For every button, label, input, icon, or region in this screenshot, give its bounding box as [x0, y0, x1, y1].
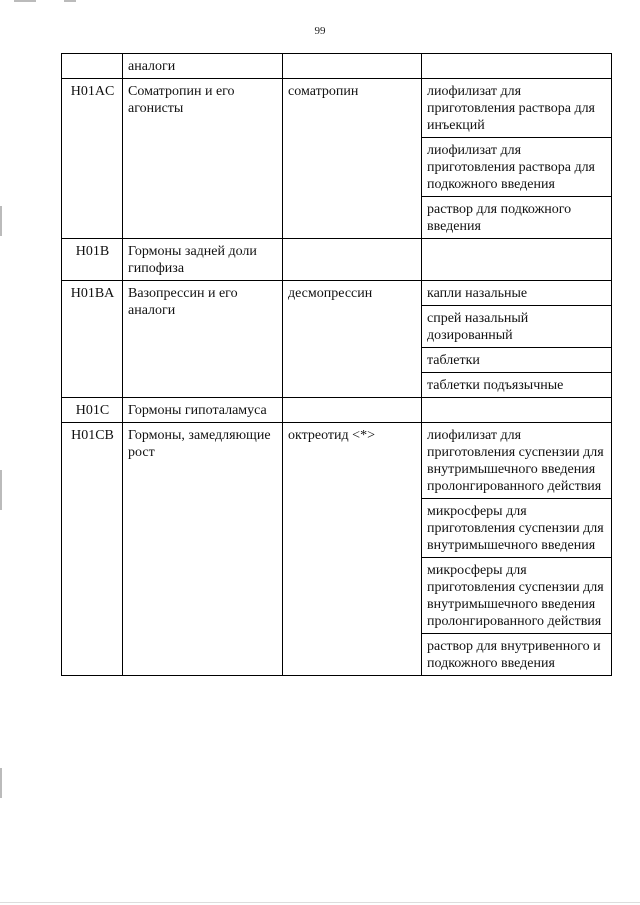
substance-cell: соматропин: [283, 79, 422, 239]
drug-table: [61, 53, 612, 676]
table-row: [62, 54, 612, 79]
atc-code-cell: H01AC: [62, 79, 123, 239]
atc-code-cell: [62, 54, 123, 79]
dosage-form-cell: лиофилизат для приготовления суспензии для внутримышечного введения пролонгированного действия: [422, 423, 612, 499]
scan-mark-left: [0, 470, 2, 510]
dosage-form-cell: микросферы для приготовления суспензии для внутримышечного введения: [422, 499, 612, 558]
atc-code-cell: H01B: [62, 239, 123, 281]
substance-cell: [283, 54, 422, 79]
scan-mark-left: [0, 768, 2, 798]
scan-mark-left: [0, 206, 2, 236]
scan-mark-top: [64, 0, 76, 2]
substance-cell: [283, 239, 422, 281]
anatomical-group-cell: Гормоны, замедляющие рост: [123, 423, 283, 676]
dosage-form-cell: спрей назальный дозированный: [422, 306, 612, 348]
substance-cell: [283, 398, 422, 423]
dosage-form-cell: раствор для внутривенного и подкожного введения: [422, 634, 612, 676]
scan-mark-top: [14, 0, 36, 2]
substance-cell: десмопрессин: [283, 281, 422, 398]
dosage-form-cell: таблетки подъязычные: [422, 373, 612, 398]
atc-code-cell: H01CB: [62, 423, 123, 676]
anatomical-group-cell: Гормоны задней доли гипофиза: [123, 239, 283, 281]
table-row: [62, 281, 612, 306]
dosage-form-cell: таблетки: [422, 348, 612, 373]
anatomical-group-cell: Гормоны гипоталамуса: [123, 398, 283, 423]
dosage-form-cell: микросферы для приготовления суспензии для внутримышечного введения пролонгированного действия: [422, 558, 612, 634]
table-row: [62, 423, 612, 499]
dosage-form-cell: лиофилизат для приготовления раствора для инъекций: [422, 79, 612, 138]
table-row: [62, 398, 612, 423]
scan-mark-bottom: [0, 902, 640, 903]
substance-cell: октреотид <*>: [283, 423, 422, 676]
anatomical-group-cell: Соматропин и его агонисты: [123, 79, 283, 239]
dosage-form-cell: [422, 54, 612, 79]
table-body: [62, 54, 612, 676]
anatomical-group-cell: Вазопрессин и его аналоги: [123, 281, 283, 398]
dosage-form-cell: капли назальные: [422, 281, 612, 306]
atc-code-cell: H01C: [62, 398, 123, 423]
atc-code-cell: H01BA: [62, 281, 123, 398]
table-row: [62, 79, 612, 138]
table-row: [62, 239, 612, 281]
dosage-form-cell: раствор для подкожного введения: [422, 197, 612, 239]
anatomical-group-cell: аналоги: [123, 54, 283, 79]
page-number: 99: [314, 25, 326, 37]
dosage-form-cell: лиофилизат для приготовления раствора для подкожного введения: [422, 138, 612, 197]
dosage-form-cell: [422, 239, 612, 281]
dosage-form-cell: [422, 398, 612, 423]
